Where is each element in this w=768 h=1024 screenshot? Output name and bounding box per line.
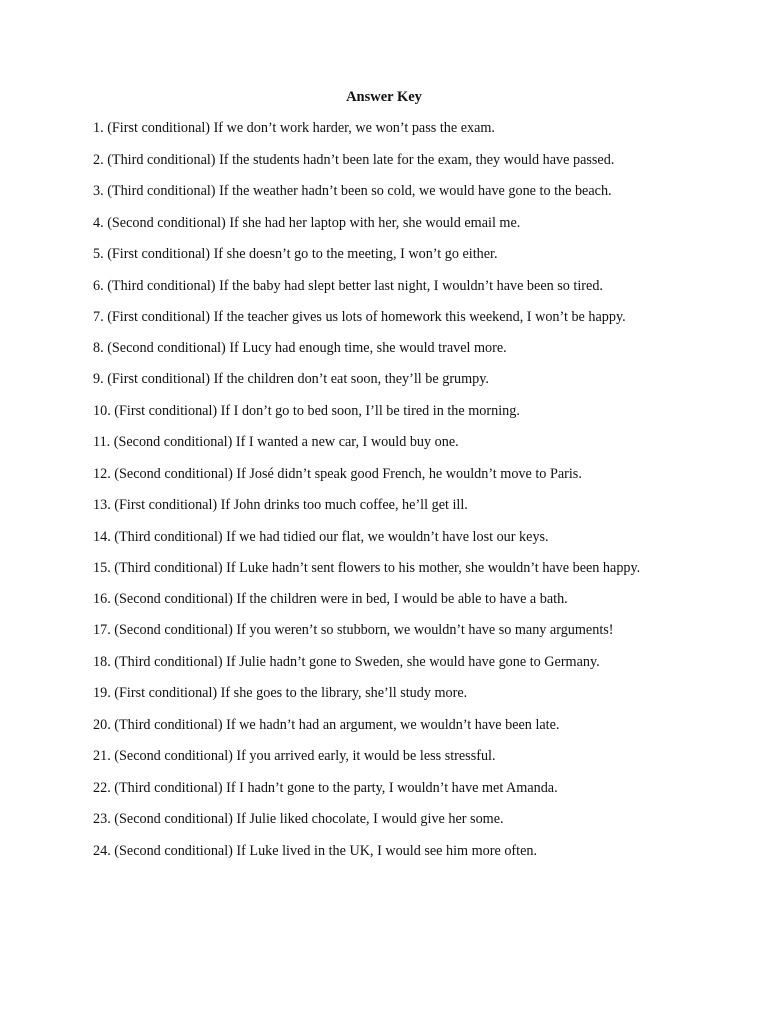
answer-list bbox=[93, 119, 675, 873]
answer-item: 18. (Third conditional) If Julie hadn’t gone to Sweden, she would have gone to Germany. bbox=[93, 653, 600, 670]
answer-item: 3. (Third conditional) If the weather hadn’t been so cold, we would have gone to the beach. bbox=[93, 183, 612, 199]
answer-item: 7. (First conditional) If the teacher gives us lots of homework this weekend, I won’t be happy. bbox=[93, 309, 626, 325]
answer-item: 5. (First conditional) If she doesn’t go to the meeting, I won’t go either. bbox=[93, 246, 498, 262]
answer-item: 23. (Second conditional) If Julie liked chocolate, I would give her some. bbox=[93, 811, 504, 827]
answer-item: 1. (First conditional) If we don’t work harder, we won’t pass the exam. bbox=[93, 120, 495, 136]
answer-item: 17. (Second conditional) If you weren’t so stubborn, we wouldn’t have so many arguments! bbox=[93, 622, 614, 638]
answer-item: 21. (Second conditional) If you arrived early, it would be less stressful. bbox=[93, 748, 496, 764]
answer-item: 10. (First conditional) If I don’t go to bed soon, I’ll be tired in the morning. bbox=[93, 402, 520, 419]
answer-item: 20. (Third conditional) If we hadn’t had an argument, we wouldn’t have been late. bbox=[93, 716, 560, 733]
answer-item: 11. (Second conditional) If I wanted a new car, I would buy one. bbox=[93, 434, 459, 450]
answer-item: 19. (First conditional) If she goes to the library, she’ll study more. bbox=[93, 685, 468, 701]
answer-item: 22. (Third conditional) If I hadn’t gone to the party, I wouldn’t have met Amanda. bbox=[93, 779, 558, 796]
answer-item: 8. (Second conditional) If Lucy had enough time, she would travel more. bbox=[93, 339, 507, 356]
answer-item: 14. (Third conditional) If we had tidied our flat, we wouldn’t have lost our keys. bbox=[93, 528, 549, 545]
answer-item: 13. (First conditional) If John drinks too much coffee, he’ll get ill. bbox=[93, 497, 468, 513]
answer-item: 15. (Third conditional) If Luke hadn’t sent flowers to his mother, she wouldn’t have been happy. bbox=[93, 560, 641, 576]
answer-item: 4. (Second conditional) If she had her laptop with her, she would email me. bbox=[93, 214, 521, 231]
answer-item: 6. (Third conditional) If the baby had slept better last night, I wouldn’t have been so tired. bbox=[93, 277, 603, 294]
answer-item: 9. (First conditional) If the children don’t eat soon, they’ll be grumpy. bbox=[93, 371, 489, 387]
answer-item: 24. (Second conditional) If Luke lived in the UK, I would see him more often. bbox=[93, 842, 538, 859]
page-title: Answer Key bbox=[346, 89, 422, 105]
answer-item: 12. (Second conditional) If José didn’t speak good French, he wouldn’t move to Paris. bbox=[93, 465, 582, 482]
answer-item: 2. (Third conditional) If the students hadn’t been late for the exam, they would have passed. bbox=[93, 151, 615, 168]
answer-item: 16. (Second conditional) If the children were in bed, I would be able to have a bath. bbox=[93, 590, 568, 607]
